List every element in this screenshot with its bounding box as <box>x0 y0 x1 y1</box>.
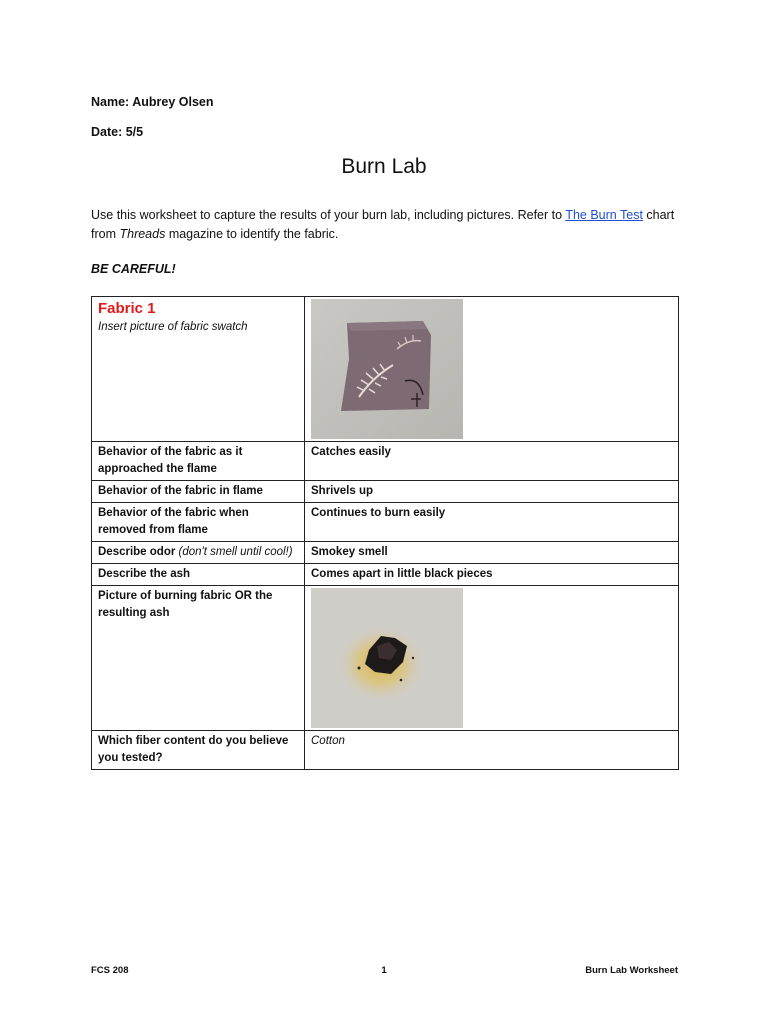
magazine-name: Threads <box>119 227 166 241</box>
student-name: Name: Aubrey Olsen <box>91 95 214 109</box>
ash-picture-label: Picture of burning fabric OR the resulting ash <box>92 586 305 731</box>
fabric-swatch-cell <box>305 297 679 442</box>
ash-photo-cell <box>305 586 679 731</box>
table-row <box>92 442 679 481</box>
table-row <box>92 481 679 503</box>
intro-text-2: chart from <box>91 208 675 241</box>
row-value: Continues to burn easily <box>305 503 679 542</box>
footer-page-number: 1 <box>381 965 387 976</box>
table-row <box>92 503 679 542</box>
row-value: Shrivels up <box>305 481 679 503</box>
row-label-odor <box>92 542 305 564</box>
odor-label: Describe odor <box>98 546 179 558</box>
row-label: Behavior of the fabric as it approached the flame <box>92 442 305 481</box>
row-label: Describe the ash <box>92 564 305 586</box>
row-label: Behavior of the fabric in flame <box>92 481 305 503</box>
fabric-swatch-photo <box>311 299 463 439</box>
table-row <box>92 564 679 586</box>
warning-text: BE CAREFUL! <box>91 262 176 276</box>
table-row <box>92 297 679 442</box>
footer-doc-title: Burn Lab Worksheet <box>585 965 678 976</box>
date-line: Date: 5/5 <box>91 125 144 139</box>
table-row <box>92 731 679 770</box>
odor-note: (don't smell until cool!) <box>178 546 293 558</box>
burn-test-link[interactable]: The Burn Test <box>565 208 643 222</box>
table-row <box>92 586 679 731</box>
row-label: Behavior of the fabric when removed from flame <box>92 503 305 542</box>
intro-text-1: Use this worksheet to capture the results of your burn lab, including pictures. Refer to <box>91 208 566 222</box>
row-value: Catches easily <box>305 442 679 481</box>
table-row <box>92 542 679 564</box>
ash-photo <box>311 588 463 728</box>
fabric-header-cell <box>92 297 305 442</box>
row-value: Comes apart in little black pieces <box>305 564 679 586</box>
fiber-content-value: Cotton <box>305 731 679 770</box>
row-value: Smokey smell <box>305 542 679 564</box>
page-title: Burn Lab <box>341 155 427 178</box>
fabric-title: Fabric 1 <box>98 300 156 317</box>
burn-lab-table <box>91 296 679 770</box>
footer-course: FCS 208 <box>91 965 129 976</box>
fabric-hint: Insert picture of fabric swatch <box>98 321 248 333</box>
intro-paragraph <box>91 206 681 244</box>
intro-text-3: magazine to identify the fabric. <box>165 227 339 241</box>
fiber-content-label: Which fiber content do you believe you tested? <box>92 731 305 770</box>
